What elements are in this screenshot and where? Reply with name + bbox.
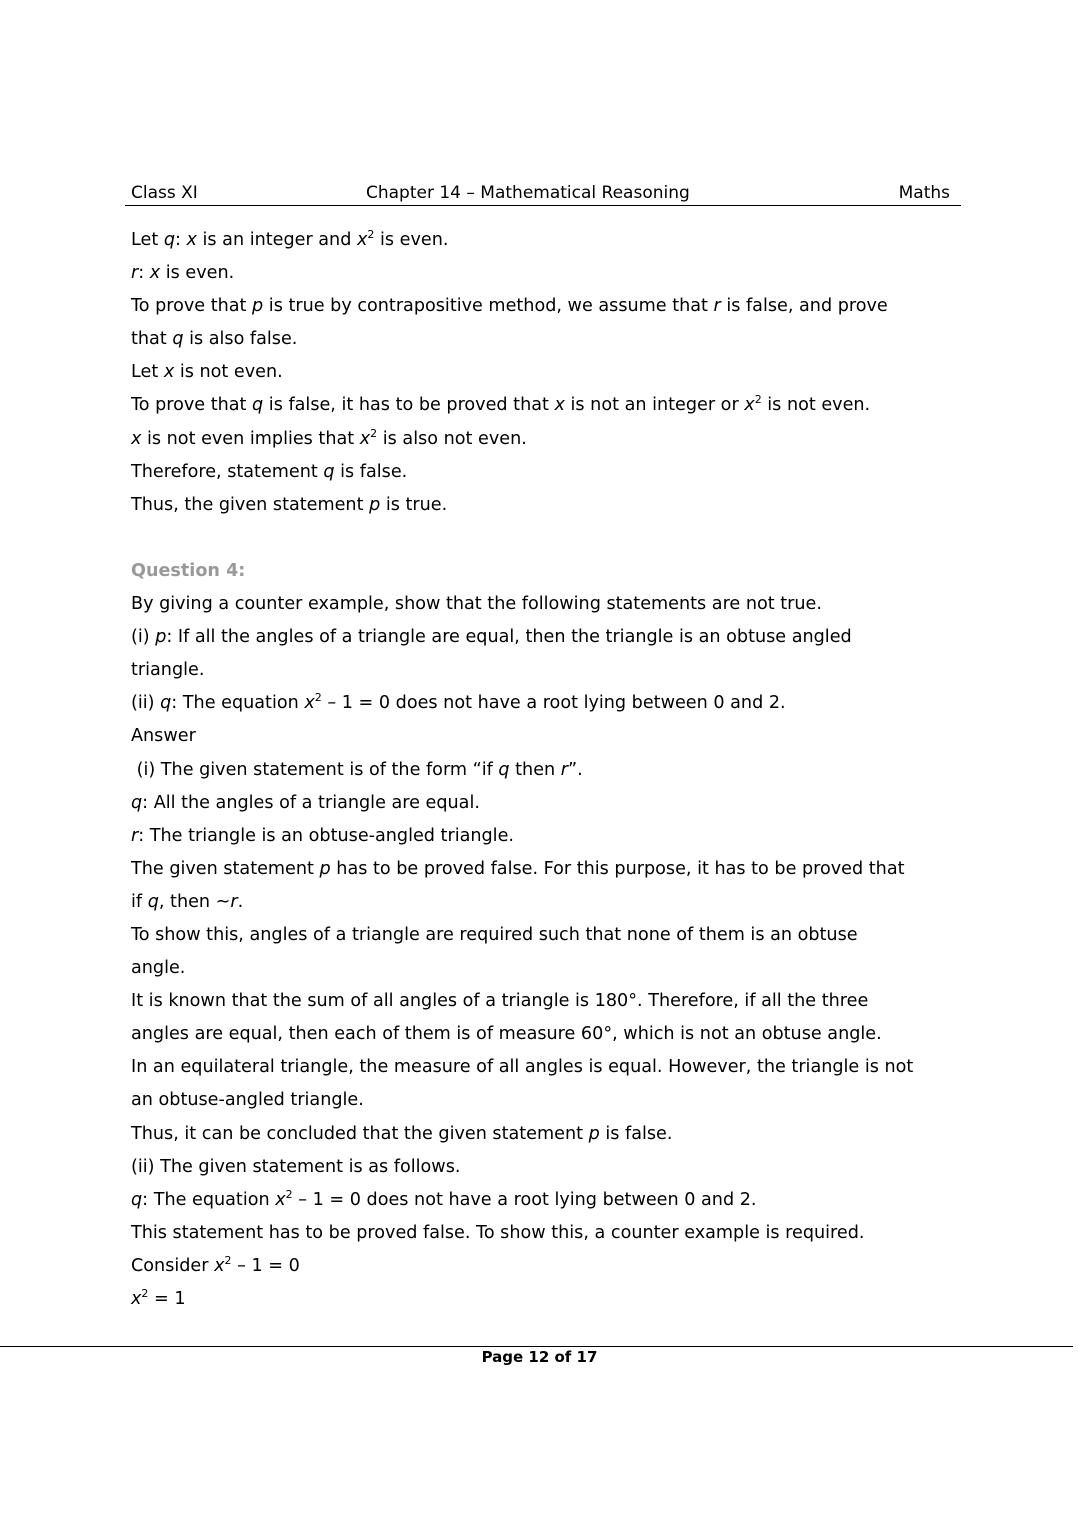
text-line: It is known that the sum of all angles of a triangle is 180°. Therefore, if all the three	[131, 991, 869, 1012]
math-variable: x	[304, 693, 315, 714]
text-line: r: The triangle is an obtuse-angled triangle.	[131, 825, 514, 846]
math-variable: x	[214, 1255, 225, 1276]
exponent: 2	[224, 1253, 232, 1267]
math-variable: x	[744, 395, 755, 416]
chapter-title: Chapter 14 – Mathematical Reasoning	[366, 183, 690, 203]
exponent: 2	[285, 1187, 293, 1201]
class-label: Class XI	[131, 183, 198, 203]
footer-divider	[0, 1346, 1073, 1347]
text-line: Thus, the given statement p is true.	[131, 494, 448, 515]
text-line: r: x is even.	[131, 263, 235, 284]
math-variable: q	[131, 792, 143, 813]
text-line: that q is also false.	[131, 329, 298, 350]
math-variable: q	[252, 395, 264, 416]
page-body	[131, 224, 961, 1316]
math-variable: p	[252, 296, 264, 317]
text-line: Let x is not even.	[131, 362, 283, 383]
math-variable: r	[713, 296, 721, 317]
math-variable: p	[155, 627, 167, 648]
exponent: 2	[141, 1287, 149, 1300]
text-line: (i) p: If all the angles of a triangle are equal, then the triangle is an obtuse angled	[131, 627, 852, 648]
math-variable: q	[147, 891, 159, 912]
math-variable: x	[359, 428, 371, 449]
math-variable: r	[131, 263, 139, 284]
text-line: In an equilateral triangle, the measure of all angles is equal. However, the triangle is not	[131, 1057, 914, 1078]
text-line: By giving a counter example, show that the following statements are not true.	[131, 594, 822, 615]
math-variable: p	[588, 1123, 600, 1144]
exponent: 2	[314, 691, 322, 705]
exponent: 2	[370, 426, 378, 440]
text-line: The given statement p has to be proved false. For this purpose, it has to be proved that	[131, 858, 905, 879]
page-number: Page 12 of 17	[481, 1348, 598, 1366]
text-line: q: All the angles of a triangle are equal.	[131, 792, 480, 813]
text-line: To prove that p is true by contrapositive method, we assume that r is false, and prove	[131, 296, 888, 317]
text-line: an obtuse-angled triangle.	[131, 1090, 364, 1111]
subject-label: Maths	[898, 183, 950, 203]
math-variable: x	[356, 230, 368, 250]
paragraph-gap	[131, 522, 961, 555]
text-line: Consider $x^2 - 1 = 0$	[131, 1253, 300, 1276]
text-line: To prove that q is false, it has to be proved that x is not an integer or $x^2$ is not even.	[131, 393, 871, 416]
text-line: $x^2 = 1$	[131, 1287, 186, 1309]
text-line: q: The equation $x^2 - 1 = 0$ does not have a root lying between 0 and 2.	[131, 1187, 757, 1210]
text-line: angle.	[131, 958, 186, 979]
math-variable: q	[498, 759, 510, 780]
math-variable: p	[369, 494, 381, 515]
text-line: x is not even implies that $x^2$ is also not even.	[131, 426, 527, 449]
text-line: Let q: x is an integer and $x^2$ is even.	[131, 228, 449, 250]
math-variable: q	[160, 693, 172, 714]
text-line: (ii) The given statement is as follows.	[131, 1156, 461, 1177]
text-line: Answer	[131, 726, 196, 747]
math-variable: x	[131, 1289, 142, 1309]
math-variable: x	[275, 1189, 286, 1210]
math-variable: x	[554, 395, 565, 416]
math-variable: x	[186, 230, 197, 250]
math-variable: q	[163, 230, 175, 250]
exponent: 2	[754, 393, 762, 407]
math-variable: x	[131, 428, 142, 449]
text-line: (ii) q: The equation $x^2 - 1 = 0$ does not have a root lying between 0 and 2.	[131, 691, 786, 714]
math-variable: r	[560, 759, 569, 780]
math-variable: q	[172, 329, 184, 350]
math-variable: r	[230, 891, 238, 912]
text-line: (i) The given statement is of the form “if q then r”.	[131, 759, 583, 780]
math-variable: x	[163, 362, 175, 383]
text-line: To show this, angles of a triangle are required such that none of them is an obtuse	[131, 924, 858, 945]
text-line: This statement has to be proved false. To show this, a counter example is required.	[131, 1222, 865, 1243]
text-line: Thus, it can be concluded that the given statement p is false.	[131, 1123, 673, 1144]
question-heading: Question 4:	[131, 560, 246, 581]
math-variable: r	[131, 825, 139, 846]
text-line: if q, then ~r.	[131, 891, 244, 912]
page-header	[125, 183, 961, 206]
math-variable: q	[323, 461, 335, 482]
math-variable: p	[319, 858, 331, 879]
text-line: Therefore, statement q is false.	[131, 461, 408, 482]
exponent: 2	[367, 228, 375, 241]
text-line: triangle.	[131, 660, 205, 681]
math-variable: q	[131, 1189, 143, 1210]
text-line: angles are equal, then each of them is of measure 60°, which is not an obtuse angle.	[131, 1024, 882, 1045]
math-variable: x	[149, 263, 161, 284]
